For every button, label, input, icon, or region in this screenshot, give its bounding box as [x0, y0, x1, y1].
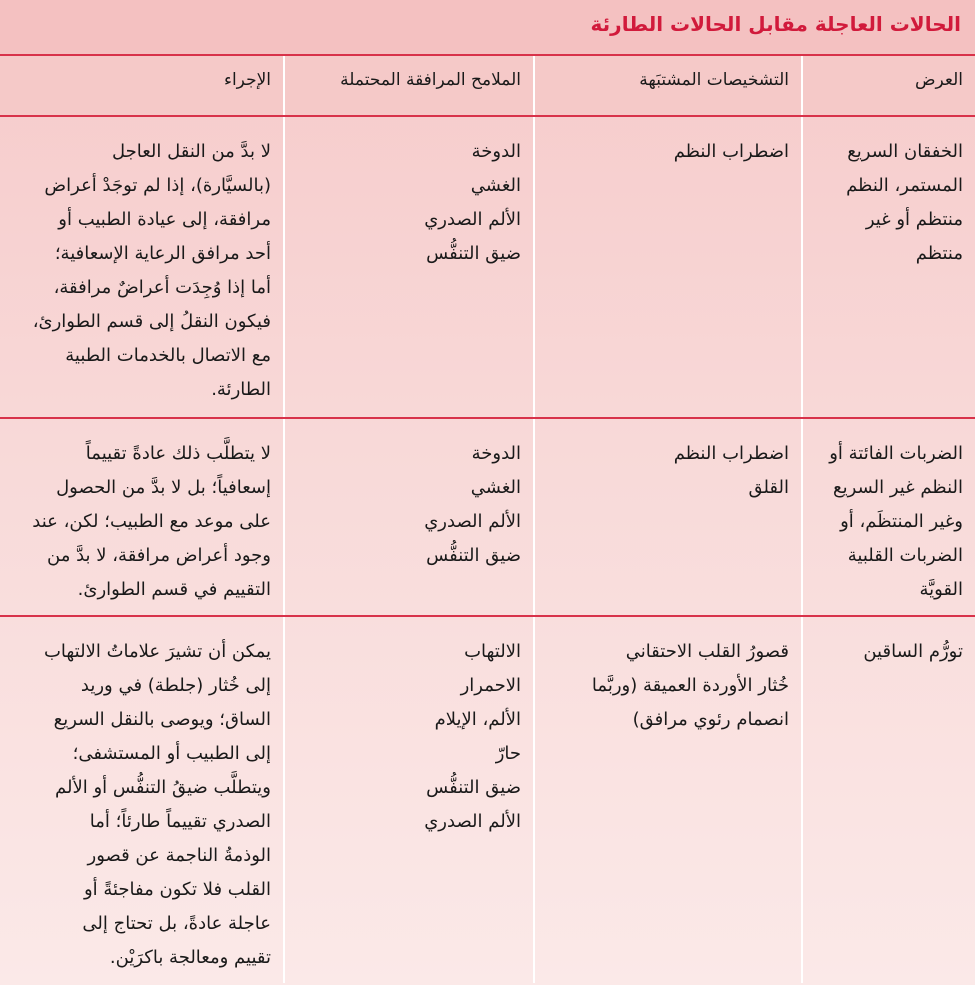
- cell-line: حارّ: [495, 743, 521, 764]
- cell-line: القلب فلا تكون مفاجئةً أو: [83, 879, 271, 900]
- cell-line: وغير المنتظَم، أو: [840, 511, 963, 532]
- cell-line: لا يتطلَّب ذلك عادةً تقييماً: [85, 443, 271, 464]
- cell-line: الاحمرار: [460, 675, 521, 696]
- cell-line: لا بدَّ من النقل العاجل: [111, 141, 271, 162]
- cell-line: الالتهاب: [464, 641, 521, 662]
- cell-line: اضطراب النظم: [673, 443, 789, 464]
- cell-line: الألم الصدري: [424, 811, 521, 832]
- cell-line: إلى خُثار (جلطة) في وريد: [80, 675, 271, 696]
- table-row: [0, 116, 975, 418]
- header-symptom: العرض: [802, 56, 975, 116]
- diagnoses-cell: [534, 116, 802, 418]
- features-cell: [284, 616, 534, 983]
- cell-line: خُثار الأوردة العميقة (وربَّما: [591, 675, 789, 696]
- cell-line: إسعافياً؛ بل لا بدَّ من الحصول: [56, 477, 271, 498]
- cell-line: النظم غير السريع: [833, 477, 963, 498]
- cell-line: الألم الصدري: [424, 209, 521, 230]
- cell-line: المستمر، النظم: [846, 175, 963, 196]
- cell-line: ضيق التنفُّس: [426, 243, 521, 264]
- cell-line: الضربات القلبية: [847, 545, 963, 566]
- action-cell: [0, 418, 284, 616]
- cell-line: قصورُ القلب الاحتقاني: [625, 641, 789, 662]
- header-action: الإجراء: [0, 56, 284, 116]
- symptom-cell: [802, 116, 975, 418]
- action-cell: [0, 116, 284, 418]
- features-cell: [284, 116, 534, 418]
- cell-line: يمكن أن تشيرَ علاماتُ الالتهاب: [43, 641, 271, 662]
- symptom-cell: [802, 418, 975, 616]
- header-row: [0, 56, 975, 116]
- cell-line: عاجلة عادةً، بل تحتاج إلى: [82, 913, 271, 934]
- header-features: الملامح المرافقة المحتملة: [284, 56, 534, 116]
- cell-line: انصمام رئوي مرافق): [632, 709, 789, 730]
- table-row: [0, 616, 975, 983]
- header-diagnoses: التشخيصات المشتبَهة: [534, 56, 802, 116]
- cell-line: ضيق التنفُّس: [426, 545, 521, 566]
- cell-line: الغشي: [470, 477, 521, 498]
- cell-line: أما إذا وُجِدَت أعراضٌ مرافقة،: [53, 277, 271, 298]
- cell-line: القلق: [748, 477, 789, 498]
- cell-line: الصدري تقييماً طارئاً؛ أما: [89, 811, 271, 832]
- cell-line: مع الاتصال بالخدمات الطبية: [65, 345, 271, 366]
- cell-line: الوذمةُ الناجمة عن قصور: [87, 845, 271, 866]
- cell-line: الساق؛ ويوصى بالنقل السريع: [53, 709, 271, 730]
- cell-line: وجود أعراض مرافقة، لا بدَّ من: [47, 545, 271, 566]
- cell-line: الخفقان السريع: [847, 141, 963, 162]
- cell-line: ضيق التنفُّس: [426, 777, 521, 798]
- cell-line: الألم الصدري: [424, 511, 521, 532]
- diagnoses-cell: [534, 616, 802, 983]
- cell-line: (بالسيَّارة)، إذا لم توجَدْ أعراض: [44, 175, 271, 196]
- cell-line: منتظم أو غير: [865, 209, 963, 230]
- cell-line: منتظم: [915, 243, 963, 264]
- cell-line: القويَّة: [919, 579, 963, 600]
- symptom-cell: [802, 616, 975, 983]
- cell-line: تورُّم الساقين: [863, 641, 963, 662]
- cell-line: ويتطلَّب ضيقُ التنفُّس أو الألم: [55, 777, 271, 798]
- cell-line: الدوخة: [471, 141, 521, 162]
- cell-line: التقييم في قسم الطوارئ.: [77, 579, 271, 600]
- cell-line: الضربات الفائتة أو: [829, 443, 963, 464]
- cell-line: اضطراب النظم: [673, 141, 789, 162]
- cell-line: مرافقة، إلى عيادة الطبيب أو: [58, 209, 271, 230]
- table-row: [0, 418, 975, 616]
- cell-line: إلى الطبيب أو المستشفى؛: [72, 743, 271, 764]
- cell-line: على موعد مع الطبيب؛ لكن، عند: [32, 511, 271, 532]
- cell-line: الألم، الإيلام: [434, 709, 521, 730]
- cell-line: الدوخة: [471, 443, 521, 464]
- action-cell: [0, 616, 284, 983]
- cell-line: الطارئة.: [211, 379, 271, 400]
- cell-line: تقييم ومعالجة باكرَيْن.: [109, 947, 271, 968]
- cell-line: فيكون النقلُ إلى قسم الطوارئ،: [32, 311, 271, 332]
- cases-table: [0, 56, 975, 983]
- cell-line: أحد مرافق الرعاية الإسعافية؛: [54, 243, 271, 264]
- features-cell: [284, 418, 534, 616]
- cell-line: الغشي: [470, 175, 521, 196]
- table-title: الحالات العاجلة مقابل الحالات الطارئة: [0, 0, 975, 56]
- diagnoses-cell: [534, 418, 802, 616]
